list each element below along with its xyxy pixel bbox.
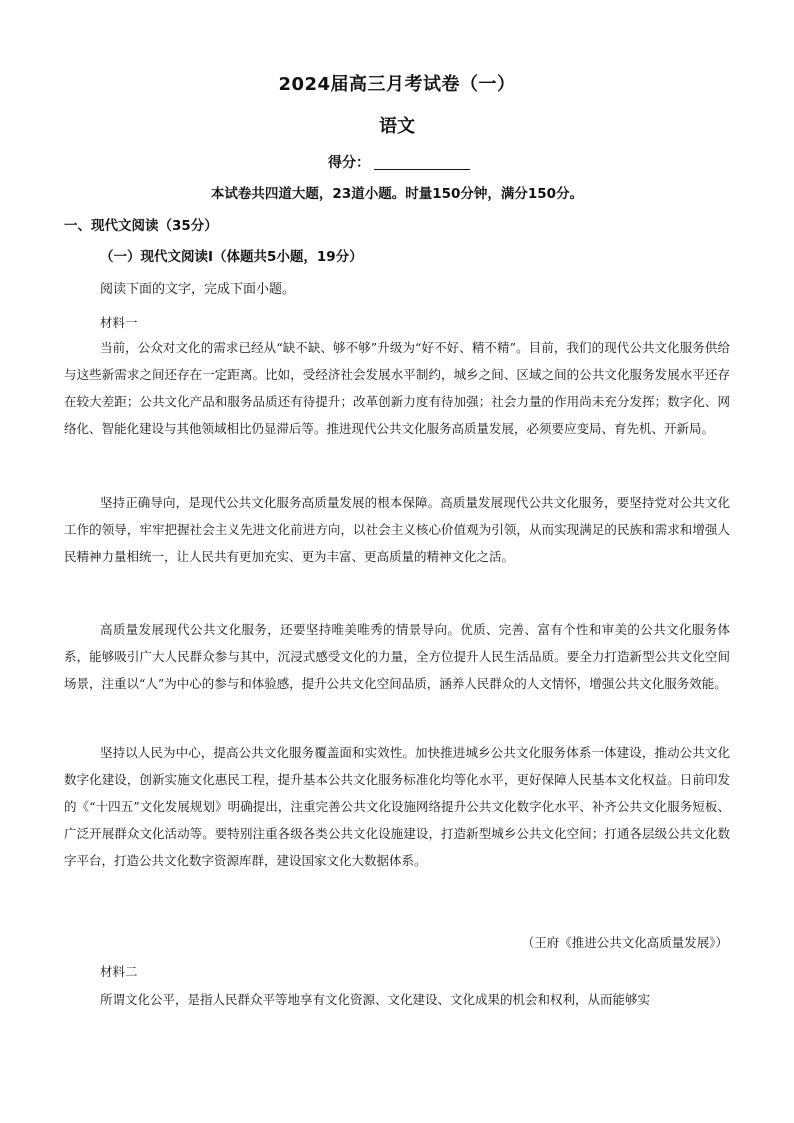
paragraph-1: 当前，公众对文化的需求已经从“缺不缺、够不够”升级为“好不好、精不精”。目前，我们的现代公共文化服务供给与这些新需求之间还存在一定距离。比如，受经济社会发展水平制约，城乡之间、区域之间的公共文化服务发展水平还存在较大差距；公共文化产品和服务品质还有待提升；改革创新力度有待加强；社会力量的作用尚未充分发挥；数字化、网络化、智能化建设与其他领域相比仍显滞后等。推进现代公共文化服务高质量发展，必须要应变局、育先机、开新局。 (64, 340, 730, 436)
reading-instruction: 阅读下面的文字，完成下面小题。 (100, 282, 296, 297)
material-one-label: 材料一 (100, 315, 138, 330)
section-heading: 一、现代文阅读（35分） (64, 218, 218, 234)
score-blank-line[interactable] (374, 155, 470, 170)
exam-info: 本试卷共四道大题，23道小题。时量150分钟，满分150分。 (210, 186, 584, 202)
paragraph-3: 高质量发展现代公共文化服务，还要坚持唯美唯秀的情景导向。优质、完善、富有个性和审美的公共文化服务体系，能够吸引广大人民群众参与其中，沉浸式感受文化的力量，全方位提升人民生活品质。要全力打造新型公共文化空间场景，注重以“人”为中心的参与和体验感，提升公共文化空间品质，涵养人民群众的人文情怀，增强公共文化服务效能。 (64, 622, 730, 691)
score-field (328, 152, 470, 172)
paragraph-4: 坚持以人民为中心，提高公共文化服务覆盖面和实效性。加快推进城乡公共文化服务体系一体建设，推动公共文化数字化建设，创新实施文化惠民工程，提升基本公共文化服务标准化均等化水平，更好保障人民基本文化权益。日前印发的《“十四五”文化发展规划》明确提出，注重完善公共文化设施网络提升公共文化数字化水平、补齐公共文化服务短板、广泛开展群众文化活动等。要特别注重各级各类公共文化设施建设，打造新型城乡公共文化空间；打通各层级公共文化数字平台，打造公共文化数字资源库群，建设国家文化大数据体系。 (64, 745, 730, 868)
material-source: （王府《推进公共文化高质量发展》） (521, 935, 728, 950)
material-two-label: 材料二 (100, 964, 138, 979)
material-two-first-line: 所谓文化公平，是指人民群众平等地享有文化资源、文化建设、文化成果的机会和权利，从而能够实 (100, 992, 651, 1007)
paragraph-2: 坚持正确导向，是现代公共文化服务高质量发展的根本保障。高质量发展现代公共文化服务，要坚持党对公共文化工作的领导，牢牢把握社会主义先进文化前进方向，以社会主义核心价值观为引领，从而实现满足的民族和需求和增强人民精神力量相统一，让人民共有更加充实、更为丰富、更高质量的精神文化之活。 (64, 495, 730, 564)
section-sub-heading: （一）现代文阅读Ⅰ（体题共5小题，19分） (100, 249, 363, 265)
exam-title: 2024届高三月考试卷（一） (278, 74, 516, 95)
score-label: 得分： (328, 155, 370, 171)
exam-subject: 语文 (379, 116, 415, 137)
